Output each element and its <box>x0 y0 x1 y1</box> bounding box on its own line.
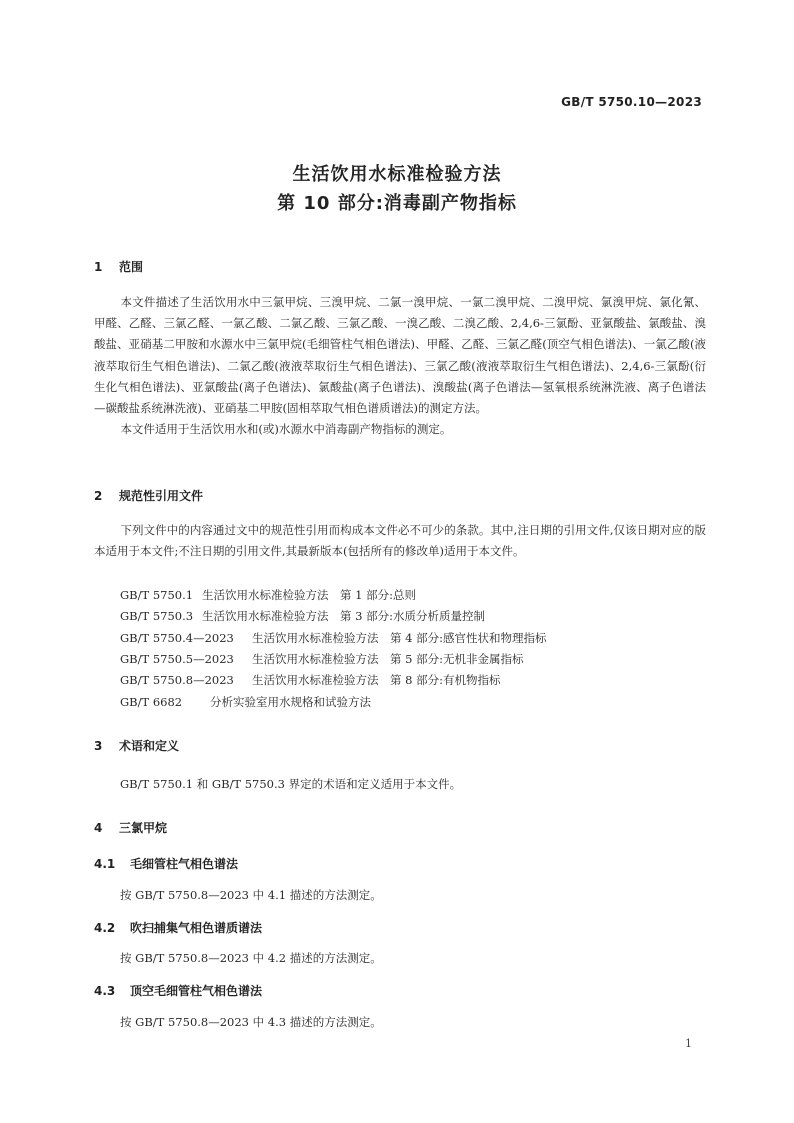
subsection-number: 4.3 <box>94 984 116 998</box>
section-3-heading <box>94 737 179 754</box>
page-number: 1 <box>685 1037 692 1050</box>
section-4-heading <box>94 819 167 836</box>
section-2-heading <box>94 487 203 504</box>
subsection-title: 顶空毛细管柱气相色谱法 <box>130 984 263 998</box>
section-title: 规范性引用文件 <box>119 489 204 503</box>
scope-paragraph: 本文件描述了生活饮用水中三氯甲烷、三溴甲烷、二氯一溴甲烷、一氯二溴甲烷、二溴甲烷、氯溴甲烷、氯化氰、甲醛、乙醛、三氯乙醛、一氯乙酸、二氯乙酸、三氯乙酸、一溴乙酸、二溴乙酸、2,4,6-三氯酚、亚氯酸盐、氯酸盐、溴酸盐、亚硝基二甲胺和水源水中三氯甲烷(毛细管柱气相色谱法)、甲醛、乙醛、三氯乙醛(顶空气相色谱法)、一氯乙酸(液液萃取衍生气相色谱法)、二氯乙酸(液液萃取衍生气相色谱法)、三氯乙酸(液液萃取衍生气相色谱法)、2,4,6-三氯酚(衍生化气相色谱法)、亚氯酸盐(离子色谱法)、氯酸盐(离子色谱法)、溴酸盐(离子色谱法—氢氧根系统淋洗液、离子色谱法—碳酸盐系统淋洗液)、亚硝基二甲胺(固相萃取气相色谱质谱法)的测定方法。 <box>94 295 706 416</box>
section-title: 术语和定义 <box>119 739 180 753</box>
scope-paragraph: 本文件适用于生活饮用水和(或)水源水中消毒副产物指标的测定。 <box>120 422 452 437</box>
section-1-heading <box>94 258 143 275</box>
section-title: 三氯甲烷 <box>119 821 168 835</box>
subsection-number: 4.1 <box>94 857 116 871</box>
reference-title: 分析实验室用水规格和试验方法 <box>210 695 371 709</box>
section-number: 1 <box>94 260 103 274</box>
section-2-intro <box>94 520 706 562</box>
reference-title: 生活饮用水标准检验方法 第 8 部分:有机物指标 <box>252 673 501 687</box>
reference-title: 生活饮用水标准检验方法 第 5 部分:无机非金属指标 <box>252 652 524 666</box>
subsection-4-3-heading <box>94 982 262 999</box>
reference-code: GB/T 6682 <box>120 695 183 709</box>
document-title: 生活饮用水标准检验方法 <box>292 164 502 185</box>
section-number: 2 <box>94 489 103 503</box>
reference-title: 生活饮用水标准检验方法 第 1 部分:总则 <box>202 588 417 602</box>
reference-code: GB/T 5750.5—2023 <box>120 652 234 666</box>
subsection-4-2-heading <box>94 919 262 936</box>
subsection-number: 4.2 <box>94 921 116 935</box>
reference-code: GB/T 5750.3 <box>120 609 194 623</box>
references-intro: 下列文件中的内容通过文中的规范性引用而构成本文件必不可少的条款。其中,注日期的引用文件,仅该日期对应的版本适用于本文件;不注日期的引用文件,其最新版本(包括所有的修改单)适用于本文件。 <box>94 523 706 559</box>
reference-item <box>120 672 501 688</box>
standard-code: GB/T 5750.10—2023 <box>561 95 702 109</box>
reference-code: GB/T 5750.4—2023 <box>120 631 234 645</box>
reference-item <box>120 630 547 646</box>
reference-item <box>120 587 416 603</box>
reference-item <box>120 694 371 710</box>
terms-text: GB/T 5750.1 和 GB/T 5750.3 界定的术语和定义适用于本文件。 <box>120 777 462 791</box>
reference-title: 生活饮用水标准检验方法 第 3 部分:水质分析质量控制 <box>202 609 485 623</box>
subsection-text: 按 GB/T 5750.8—2023 中 4.3 描述的方法测定。 <box>120 1015 382 1029</box>
section-title: 范围 <box>119 260 144 274</box>
subsection-title: 毛细管柱气相色谱法 <box>130 857 239 871</box>
subsection-text: 按 GB/T 5750.8—2023 中 4.2 描述的方法测定。 <box>120 951 382 965</box>
section-number: 4 <box>94 821 103 835</box>
section-number: 3 <box>94 739 103 753</box>
document-subtitle: 第 10 部分:消毒副产物指标 <box>277 193 517 214</box>
subsection-text: 按 GB/T 5750.8—2023 中 4.1 描述的方法测定。 <box>120 888 382 902</box>
reference-code: GB/T 5750.1 <box>120 588 194 602</box>
reference-title: 生活饮用水标准检验方法 第 4 部分:感官性状和物理指标 <box>252 631 547 645</box>
section-1-body <box>94 292 706 440</box>
reference-item <box>120 651 524 667</box>
subsection-4-1-heading <box>94 855 238 872</box>
subsection-title: 吹扫捕集气相色谱质谱法 <box>130 921 263 935</box>
reference-code: GB/T 5750.8—2023 <box>120 673 234 687</box>
reference-item <box>120 608 485 624</box>
